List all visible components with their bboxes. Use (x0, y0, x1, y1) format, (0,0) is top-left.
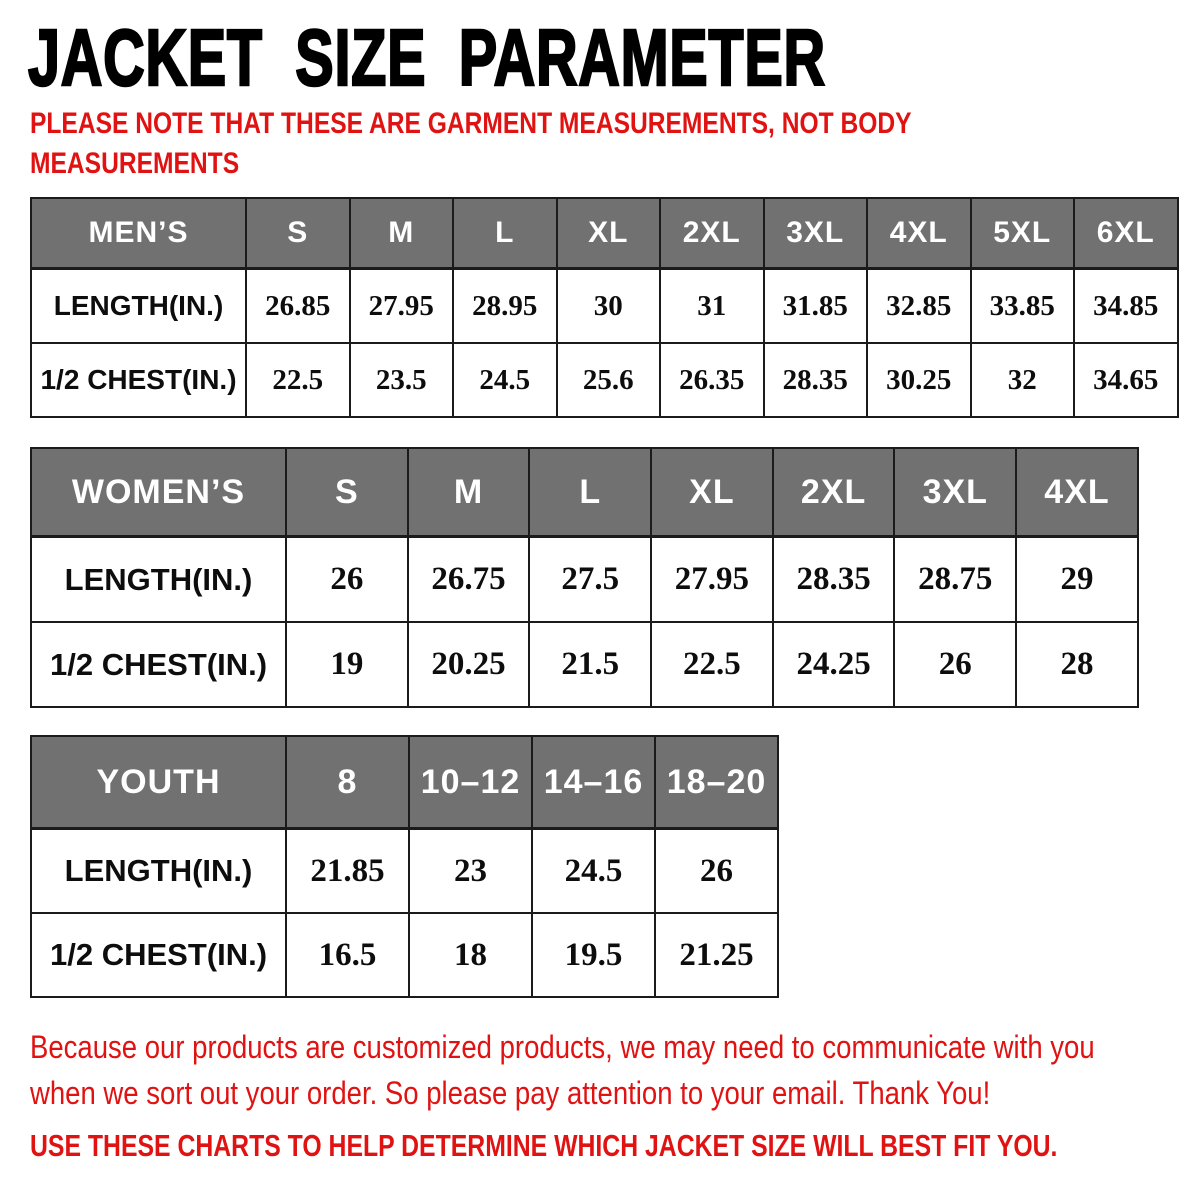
size-value: 25.6 (557, 343, 661, 417)
size-header-xl: XL (557, 198, 661, 269)
size-value: 28 (1016, 622, 1138, 707)
row-label-length: LENGTH(IN.) (31, 269, 246, 344)
size-header-14-16: 14–16 (532, 736, 655, 829)
size-value: 27.95 (350, 269, 454, 344)
size-value: 18 (409, 913, 532, 997)
size-value: 31 (660, 269, 764, 344)
row-label-chest: 1/2 CHEST(IN.) (31, 343, 246, 417)
size-header-18-20: 18–20 (655, 736, 778, 829)
size-value: 19 (286, 622, 408, 707)
size-value: 28.75 (894, 537, 1016, 623)
size-header-2xl: 2XL (660, 198, 764, 269)
warning-line-1: PLEASE NOTE THAT THESE ARE GARMENT MEASUREMENTS, NOT BODY (30, 107, 912, 140)
mens-table-title: MEN’S (31, 198, 246, 269)
size-value: 26 (894, 622, 1016, 707)
row-label-chest: 1/2 CHEST(IN.) (31, 913, 286, 997)
size-value: 30.25 (867, 343, 971, 417)
size-value: 26.85 (246, 269, 350, 344)
youth-header-row (31, 736, 778, 829)
size-value: 24.5 (532, 829, 655, 914)
size-header-xl: XL (651, 448, 773, 537)
size-value: 27.95 (651, 537, 773, 623)
size-value: 23 (409, 829, 532, 914)
womens-table-title: WOMEN’S (31, 448, 286, 537)
size-header-10-12: 10–12 (409, 736, 532, 829)
size-value: 26 (286, 537, 408, 623)
size-value: 24.5 (453, 343, 557, 417)
row-label-length: LENGTH(IN.) (31, 829, 286, 914)
size-header-s: S (246, 198, 350, 269)
size-value: 22.5 (651, 622, 773, 707)
size-value: 31.85 (764, 269, 868, 344)
size-value: 34.85 (1074, 269, 1178, 344)
youth-length-row (31, 829, 778, 914)
size-value: 26.35 (660, 343, 764, 417)
fit-advice-line: USE THESE CHARTS TO HELP DETERMINE WHICH JACKET SIZE WILL BEST FIT YOU. (30, 1128, 1058, 1163)
garment-measurement-warning (30, 104, 912, 184)
size-header-m: M (408, 448, 530, 537)
row-label-length: LENGTH(IN.) (31, 537, 286, 623)
size-header-s: S (286, 448, 408, 537)
size-header-2xl: 2XL (773, 448, 895, 537)
row-label-chest: 1/2 CHEST(IN.) (31, 622, 286, 707)
page-title: JACKET SIZE PARAMETER (28, 13, 826, 102)
size-value: 28.35 (773, 537, 895, 623)
size-header-5xl: 5XL (971, 198, 1075, 269)
size-value: 23.5 (350, 343, 454, 417)
womens-header-row (31, 448, 1138, 537)
size-header-3xl: 3XL (764, 198, 868, 269)
size-header-l: L (529, 448, 651, 537)
size-value: 24.25 (773, 622, 895, 707)
size-value: 26.75 (408, 537, 530, 623)
size-header-l: L (453, 198, 557, 269)
mens-size-table (30, 197, 1179, 418)
size-header-8: 8 (286, 736, 409, 829)
size-value: 28.35 (764, 343, 868, 417)
size-value: 32.85 (867, 269, 971, 344)
customization-notice-line-2: when we sort out your order. So please pay attention to your email. Thank You! (30, 1075, 991, 1111)
warning-line-2: MEASUREMENTS (30, 147, 240, 180)
size-value: 33.85 (971, 269, 1075, 344)
youth-size-table (30, 735, 779, 998)
size-value: 32 (971, 343, 1075, 417)
size-value: 27.5 (529, 537, 651, 623)
size-value: 28.95 (453, 269, 557, 344)
size-header-4xl: 4XL (867, 198, 971, 269)
size-header-6xl: 6XL (1074, 198, 1178, 269)
size-value: 34.65 (1074, 343, 1178, 417)
size-header-m: M (350, 198, 454, 269)
womens-chest-row (31, 622, 1138, 707)
size-value: 21.5 (529, 622, 651, 707)
mens-header-row (31, 198, 1178, 269)
size-value: 21.85 (286, 829, 409, 914)
customization-notice-line-1: Because our products are customized products, we may need to communicate with you (30, 1029, 1095, 1065)
size-value: 19.5 (532, 913, 655, 997)
size-value: 20.25 (408, 622, 530, 707)
size-value: 22.5 (246, 343, 350, 417)
womens-size-table (30, 447, 1139, 708)
womens-length-row (31, 537, 1138, 623)
size-value: 26 (655, 829, 778, 914)
youth-table-title: YOUTH (31, 736, 286, 829)
youth-chest-row (31, 913, 778, 997)
size-value: 30 (557, 269, 661, 344)
size-header-3xl: 3XL (894, 448, 1016, 537)
customization-notice (30, 1024, 1095, 1116)
size-value: 21.25 (655, 913, 778, 997)
size-header-4xl: 4XL (1016, 448, 1138, 537)
size-value: 16.5 (286, 913, 409, 997)
mens-length-row (31, 269, 1178, 344)
size-value: 29 (1016, 537, 1138, 623)
mens-chest-row (31, 343, 1178, 417)
